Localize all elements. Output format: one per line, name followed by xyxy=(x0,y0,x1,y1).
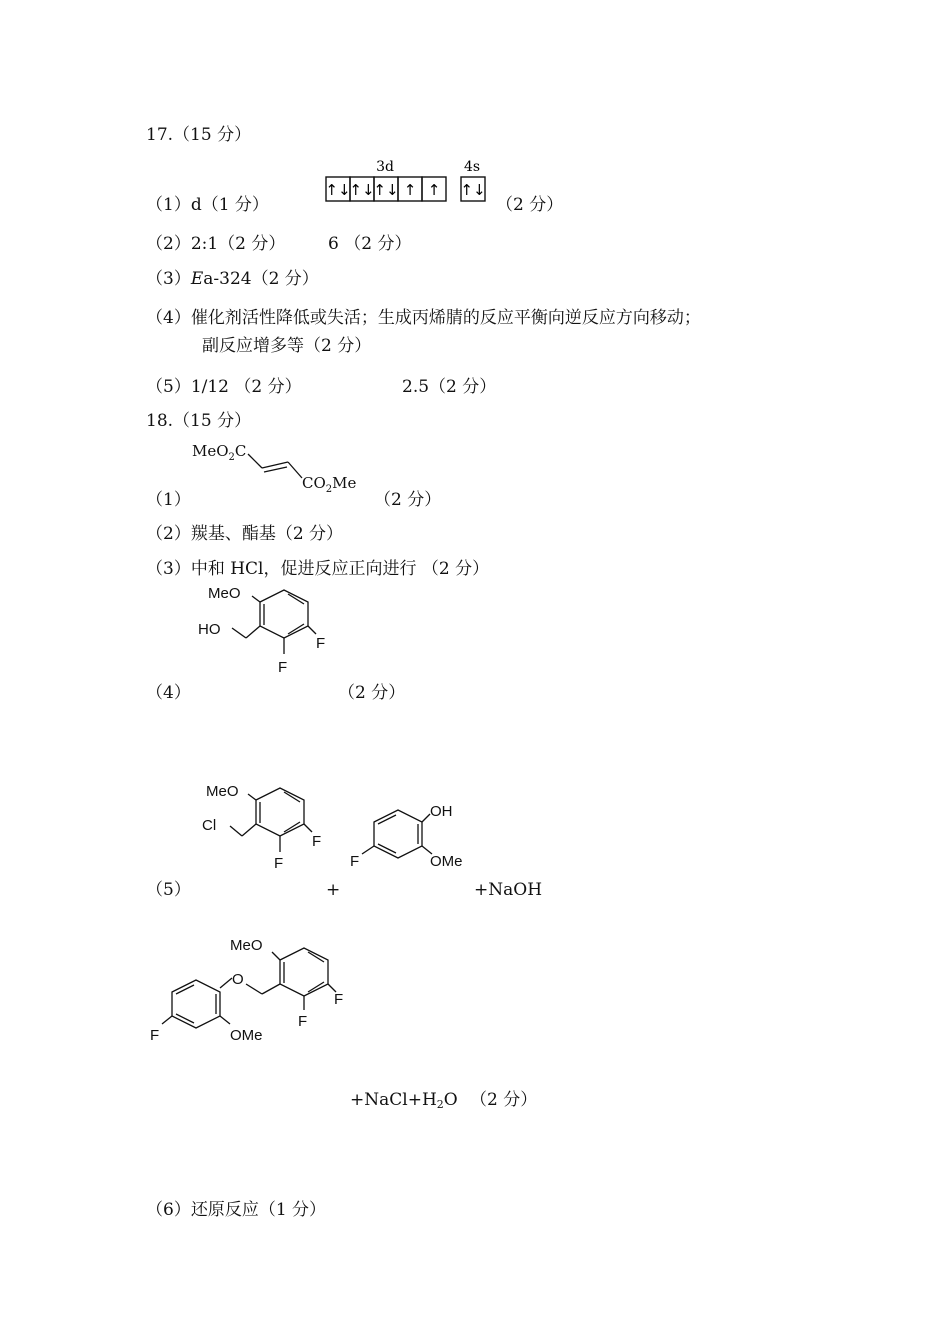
svg-text:F: F xyxy=(312,833,322,850)
q18-p3: （3）中和 HCl，促进反应正向进行 （2 分） xyxy=(146,559,490,579)
q17-p2-b: 6 （2 分） xyxy=(328,234,412,254)
orbital-4s-boxes xyxy=(460,177,485,201)
q18-p5-reactant2-structure xyxy=(346,794,476,884)
svg-text:OMe: OMe xyxy=(430,853,463,870)
q18-p5-naoh: +NaOH xyxy=(474,880,543,900)
orbital-3d-spin: ↑↓ xyxy=(373,181,399,199)
q18-p2: （2）羰基、酯基（2 分） xyxy=(146,524,344,544)
svg-text:O: O xyxy=(232,971,244,988)
orbital-4s-label: 4s xyxy=(463,159,481,175)
q17-p2-a: （2）2:1（2 分） xyxy=(146,234,286,254)
svg-text:MeO: MeO xyxy=(208,585,241,602)
svg-text:F: F xyxy=(150,1027,160,1044)
q17-p4-line1: （4）催化剂活性降低或失活；生成丙烯腈的反应平衡向逆反应方向移动； xyxy=(146,308,701,328)
svg-text:Cl: Cl xyxy=(202,817,217,834)
q18-p5-product-structure xyxy=(148,932,368,1052)
q17-p3-post: a-324（2 分） xyxy=(203,269,319,289)
q17-p3-italic: E xyxy=(190,269,204,289)
svg-text:MeO2C: MeO$_2$C xyxy=(192,442,247,463)
q18-p5-score: （2 分） xyxy=(470,1090,538,1110)
q18-p5-label: （5） xyxy=(146,880,191,900)
svg-text:OH: OH xyxy=(430,803,453,820)
orbital-diagram xyxy=(322,155,522,205)
q18-p4-structure xyxy=(190,582,350,682)
q18-p4-score: （2 分） xyxy=(338,683,406,703)
q17-p1-label: （1）d（1 分） xyxy=(146,195,269,215)
q18-p5-product-tail: $+NaCl+H_2O$ xyxy=(350,1090,458,1111)
q18-p1-label: （1） xyxy=(146,490,191,510)
svg-text:MeO: MeO xyxy=(206,783,239,800)
dimethyl-fumarate-structure xyxy=(190,436,370,496)
svg-text:OMe: OMe xyxy=(230,1027,263,1044)
q18-p5-plus: + xyxy=(326,880,341,900)
svg-text:F: F xyxy=(350,853,360,870)
svg-text:F: F xyxy=(278,659,288,676)
orbital-3d-spin: ↑↓ xyxy=(325,181,351,199)
q18-title: 18.（15 分） xyxy=(146,411,252,431)
q18-p6: （6）还原反应（1 分） xyxy=(146,1200,327,1220)
orbital-3d-label: 3d xyxy=(376,159,394,175)
svg-text:F: F xyxy=(334,991,344,1008)
svg-text:F: F xyxy=(274,855,284,872)
orbital-3d-boxes xyxy=(325,177,446,201)
orbital-4s-spin: ↑↓ xyxy=(460,181,486,199)
q17-p3-pre: （3） xyxy=(146,269,191,289)
q17-p5-b: 2.5（2 分） xyxy=(402,377,497,397)
q17-p5-a: （5）1/12 （2 分） xyxy=(146,377,302,397)
svg-text:F: F xyxy=(316,635,326,652)
q18-p5-reactant1-structure xyxy=(198,780,348,880)
q17-title: 17.（15 分） xyxy=(146,125,252,145)
orbital-3d-spin: ↑ xyxy=(427,181,441,199)
q17-p3 xyxy=(146,268,319,290)
svg-text:F: F xyxy=(298,1013,308,1030)
svg-text:CO2Me: $CO_2Me$ xyxy=(302,474,357,495)
q18-p1-score: （2 分） xyxy=(374,490,442,510)
svg-text:MeO: MeO xyxy=(230,937,263,954)
q17-p1-score: （2 分） xyxy=(496,195,564,215)
orbital-3d-spin: ↑ xyxy=(403,181,417,199)
svg-text:HO: HO xyxy=(198,621,221,638)
q17-p4-line2: 副反应增多等（2 分） xyxy=(202,336,372,356)
orbital-3d-spin: ↑↓ xyxy=(349,181,375,199)
q18-p4-label: （4） xyxy=(146,683,191,703)
